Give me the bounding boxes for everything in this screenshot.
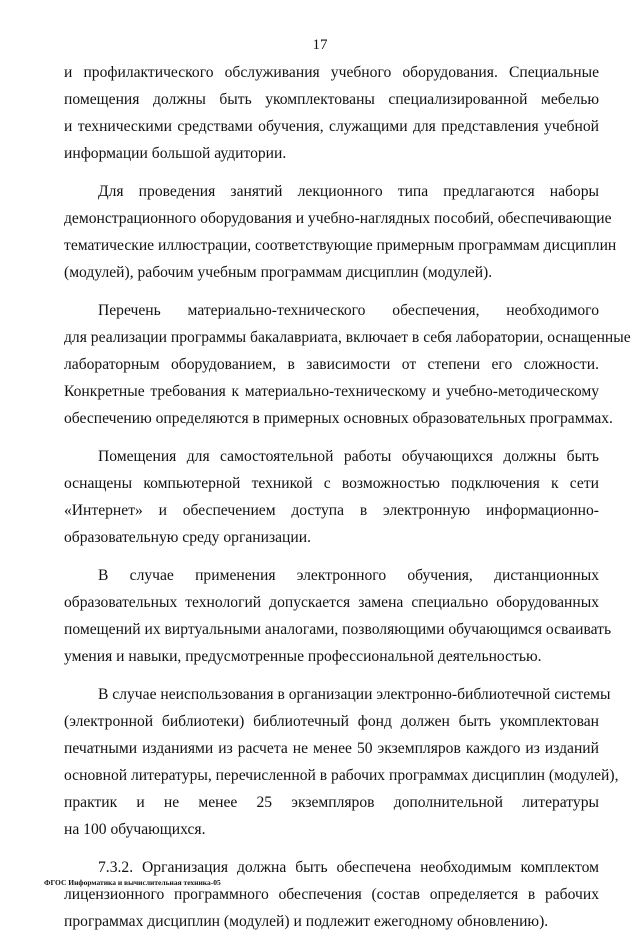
- text-line: оснащены компьютерной техникой с возможностью подключения к сети: [64, 475, 599, 492]
- text-line: демонстрационного оборудования и учебно-наглядных пособий, обеспечивающие: [64, 210, 612, 227]
- text-line: Перечень материально-технического обеспечения, необходимого: [98, 302, 599, 319]
- paragraph: [64, 297, 631, 432]
- text-line: В случае неиспользования в организации электронно-библиотечной системы: [98, 686, 611, 703]
- paragraph: [64, 443, 599, 551]
- text-line: для реализации программы бакалавриата, включает в себя лаборатории, оснащенные: [64, 329, 631, 346]
- text-line: (электронной библиотеки) библиотечный фонд должен быть укомплектован: [64, 713, 599, 730]
- text-line: образовательную среду организации.: [64, 529, 311, 546]
- text-line: тематические иллюстрации, соответствующие примерным программам дисциплин: [64, 237, 617, 254]
- text-line: программах дисциплин (модулей) и подлежит ежегодному обновлению).: [64, 913, 549, 930]
- text-line: основной литературы, перечисленной в рабочих программах дисциплин (модулей),: [64, 767, 619, 784]
- text-line: Для проведения занятий лекционного типа предлагаются наборы: [98, 183, 599, 200]
- text-line: печатными изданиями из расчета не менее 50 экземпляров каждого из изданий: [64, 740, 599, 757]
- text-line: лабораторным оборудованием, в зависимости от степени его сложности.: [64, 356, 599, 373]
- text-line: Помещения для самостоятельной работы обучающихся должны быть: [98, 448, 599, 465]
- text-line: умения и навыки, предусмотренные профессиональной деятельностью.: [64, 648, 542, 665]
- document-footer: ФГОС Информатика и вычислительная техника-05: [44, 878, 221, 887]
- text-line: информации большой аудитории.: [64, 145, 287, 162]
- text-line: лицензионного программного обеспечения (состав определяется в рабочих: [64, 886, 599, 903]
- paragraph: [64, 562, 612, 670]
- text-line: и профилактического обслуживания учебного оборудования. Специальные: [64, 64, 599, 81]
- text-line: помещения должны быть укомплектованы специализированной мебелью: [64, 91, 599, 108]
- paragraph: [64, 59, 599, 167]
- document-body: [64, 59, 631, 946]
- paragraph: [64, 854, 599, 935]
- text-line: и техническими средствами обучения, служащими для представления учебной: [64, 118, 599, 135]
- text-line: на 100 обучающихся.: [64, 821, 206, 838]
- text-line: «Интернет» и обеспечением доступа в электронную информационно-: [64, 502, 599, 519]
- text-line: 7.3.2. Организация должна быть обеспечена необходимым комплектом: [98, 859, 599, 876]
- text-line: образовательных технологий допускается замена специально оборудованных: [64, 594, 599, 611]
- text-line: В случае применения электронного обучения, дистанционных: [98, 567, 599, 584]
- text-line: (модулей), рабочим учебным программам дисциплин (модулей).: [64, 264, 493, 281]
- text-line: помещений их виртуальными аналогами, позволяющими обучающимся осваивать: [64, 621, 612, 638]
- text-line: практик и не менее 25 экземпляров дополнительной литературы: [64, 794, 599, 811]
- paragraph: [64, 178, 617, 286]
- text-line: обеспечению определяются в примерных основных образовательных программах.: [64, 410, 613, 427]
- page-number: 17: [312, 37, 328, 53]
- paragraph: [64, 681, 619, 843]
- text-line: Конкретные требования к материально-техническому и учебно-методическому: [64, 383, 599, 400]
